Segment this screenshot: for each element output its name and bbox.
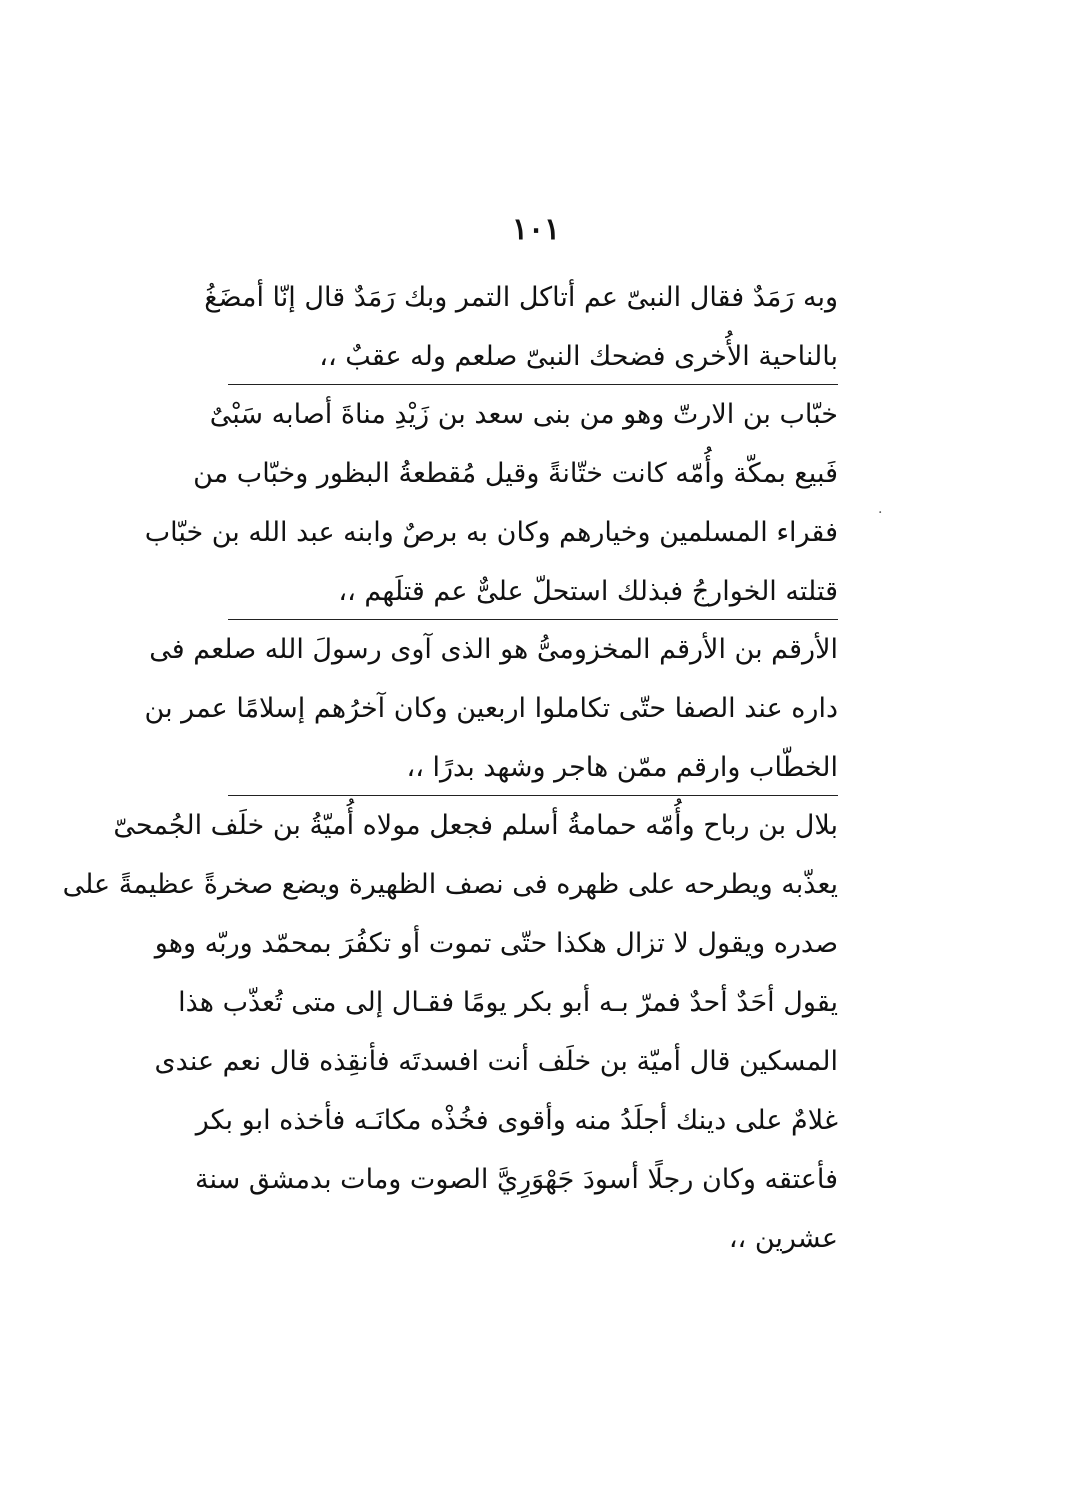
entry-first-line: خبّاب بن الارتّ وهو من بنى سعد بن زَيْدِ مناةَ أصابه سَبْىٌ (228, 384, 838, 444)
entry-first-line: بلال بن رباح وأُمّه حمامةُ أسلم فجعل مولاه أُميّةُ بن خلَف الجُمحىّ (228, 795, 838, 855)
text-line: فَبيع بمكّة وأُمّه كانت ختّانةً وقيل مُقطعةُ البظور وخبّاب من (193, 458, 838, 489)
text-line: الخطّاب وارقم ممّن هاجر وشهد بدرًا ،، (406, 752, 838, 783)
margin-mark: · (878, 505, 883, 521)
text-line: فقراء المسلمين وخيارهم وكان به برصٌ وابنه عبد الله بن خبّاب (144, 517, 838, 548)
text-line: وبه رَمَدٌ فقال النبىّ عم أتاكل التمر وبك رَمَدٌ قال إنّا أمضَغُ (204, 282, 838, 313)
text-line: يقول أحَدٌ أحدٌ فمرّ بـه أبو بكر يومًا فقـال إلى متى تُعذّب هذا (178, 987, 838, 1018)
text-line: صدره ويقول لا تزال هكذا حتّى تموت أو تكفُرَ بمحمّد وربّه وهو (154, 928, 838, 959)
text-body (62, 268, 838, 1268)
text-line: فأعتقه وكان رجلًا أسودَ جَهْوَرِيَّ الصوت ومات بدمشق سنة (195, 1164, 838, 1195)
text-line: المسكين قال أميّة بن خلَف أنت افسدتَه فأنقِذه قال نعم عندى (154, 1046, 838, 1077)
text-line: قتلته الخوارجُ فبذلك استحلّ علىٌّ عم قتلَهم ،، (338, 576, 838, 607)
text-line: غلامٌ على دينك أجلَدُ منه وأقوى فخُذْه مكانَـه فأخذه ابو بكر (195, 1105, 838, 1136)
page-number: ١٠١ (511, 212, 561, 247)
entry-first-line: الأرقم بن الأرقم المخزومىُّ هو الذى آوى رسولَ الله صلعم فى (228, 619, 838, 679)
text-line: بالناحية الأُخرى فضحك النبىّ صلعم وله عقبٌ ،، (319, 341, 838, 372)
text-line: يعذّبه ويطرحه على ظهره فى نصف الظهيرة ويضع صخرةً عظيمةً على (62, 869, 838, 900)
text-line: داره عند الصفا حتّى تكاملوا اربعين وكان آخرُهم إسلامًا عمر بن (144, 693, 838, 724)
text-line: عشرين ،، (728, 1223, 838, 1254)
